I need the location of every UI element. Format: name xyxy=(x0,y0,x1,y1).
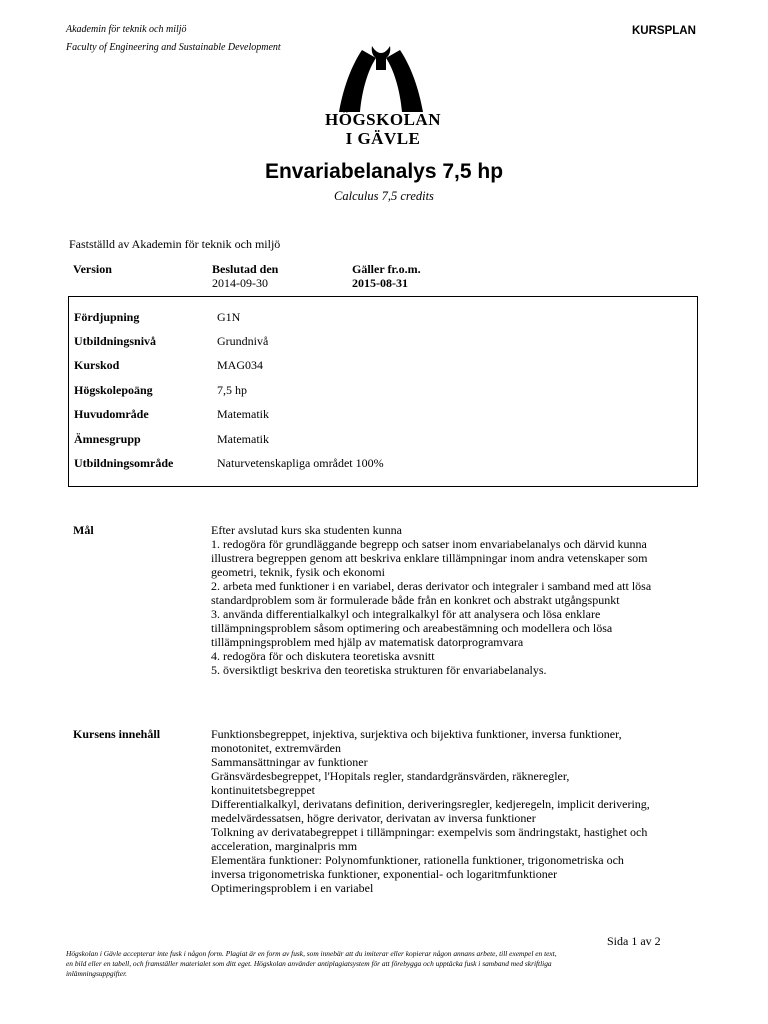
info-value: 7,5 hp xyxy=(217,383,247,397)
course-title: Envariabelanalys 7,5 hp xyxy=(264,160,504,183)
content-text xyxy=(211,727,701,895)
info-value: Matematik xyxy=(217,407,269,421)
goals-label: Mål xyxy=(73,523,94,537)
hogskolan-i-gavle-logo-icon xyxy=(336,46,426,114)
info-label: Kurskod xyxy=(74,358,120,372)
decided-date: 2014-09-30 xyxy=(212,276,268,290)
goals-text xyxy=(211,523,701,677)
goals-line: standardproblem som är formulerade både från en konkret och abstrakt utgångspunkt xyxy=(211,593,620,607)
org-name-swedish: Akademin för teknik och miljö xyxy=(66,24,187,35)
content-line: Elementära funktioner: Polynomfunktioner, rationella funktioner, trigonometriska och xyxy=(211,853,624,867)
content-line: inversa trigonometriska funktioner, exponential- och logaritmfunktioner xyxy=(211,867,558,881)
content-line: Optimeringsproblem i en variabel xyxy=(211,881,374,895)
content-line: Differentialkalkyl, derivatans definition, deriveringsregler, kedjeregeln, implicit derivering, xyxy=(211,797,650,811)
content-line: acceleration, marginalpris mm xyxy=(211,839,358,853)
content-line: kontinuitetsbegreppet xyxy=(211,783,315,797)
content-line: medelvärdessatsen, högre derivator, derivatan av inversa funktioner xyxy=(211,811,536,825)
info-value: Grundnivå xyxy=(217,334,269,348)
content-line: monotonitet, extremvärden xyxy=(211,741,341,755)
goals-line: 5. översiktligt beskriva den teoretiska strukturen för envariabelanalys. xyxy=(211,663,547,677)
org-name-english: Faculty of Engineering and Sustainable Development xyxy=(66,42,281,53)
footer-line: Högskolan i Gävle accepterar inte fusk i någon form. Plagiat är en form av fusk, som innebär att du imiterar eller kopierar någon annans arbete, till exempel en text, xyxy=(66,949,557,958)
info-value: Matematik xyxy=(217,432,269,446)
course-subtitle: Calculus 7,5 credits xyxy=(334,189,434,203)
goals-line: 1. redogöra för grundläggande begrepp och satser inom envariabelanalys och därvid kunna xyxy=(211,537,647,551)
document-type: KURSPLAN xyxy=(632,25,696,37)
info-label: Huvudområde xyxy=(74,407,149,421)
goals-line: tillämpningsproblem såsom optimering och areabestämning och modellera och lösa xyxy=(211,621,613,635)
content-line: Sammansättningar av funktioner xyxy=(211,755,368,769)
goals-line: 3. använda differentialkalkyl och integralkalkyl för att analysera och lösa enklare xyxy=(211,607,601,621)
goals-line: 4. redogöra för och diskutera teoretiska avsnitt xyxy=(211,649,435,663)
valid-from-date: 2015-08-31 xyxy=(352,276,408,290)
info-value: Naturvetenskapliga området 100% xyxy=(217,456,384,470)
footer-line: inlämningsuppgifter. xyxy=(66,969,127,978)
page-number: Sida 1 av 2 xyxy=(607,934,661,948)
decided-label: Beslutad den xyxy=(212,262,279,276)
info-label: Högskolepoäng xyxy=(74,383,153,397)
goals-line: 2. arbeta med funktioner i en variabel, deras derivator och integraler i samband med att lösa xyxy=(211,579,652,593)
version-label: Version xyxy=(73,262,112,276)
content-line: Tolkning av derivatabegreppet i tillämpningar: exempelvis som ändringstakt, hastighet och xyxy=(211,825,648,839)
goals-line: illustrera begreppen genom att beskriva enklare tillämpningar inom andra vetenskaper som xyxy=(211,551,648,565)
logo-text-line2: I GÄVLE xyxy=(345,129,421,148)
approved-by: Fastställd av Akademin för teknik och miljö xyxy=(69,237,281,251)
goals-line: tillämpningsproblem med hjälp av matematisk datorprogramvara xyxy=(211,635,524,649)
logo-text-line1: HÖGSKOLAN xyxy=(325,110,441,129)
info-value: MAG034 xyxy=(217,358,264,372)
content-line: Funktionsbegreppet, injektiva, surjektiva och bijektiva funktioner, inversa funktioner, xyxy=(211,727,622,741)
info-value: G1N xyxy=(217,310,241,324)
info-label: Utbildningsområde xyxy=(74,456,174,470)
goals-line: geometri, teknik, fysik och ekonomi xyxy=(211,565,385,579)
footer-line: en bild eller en tabell, och framställer materialet som ditt eget. Högskolan använder antiplagiatsystem för att förebygga och upptäcka fusk i samband med skriftliga xyxy=(66,959,552,968)
goals-line: Efter avslutad kurs ska studenten kunna xyxy=(211,523,402,537)
plagiarism-footer xyxy=(66,949,706,979)
info-label: Fördjupning xyxy=(74,310,140,324)
info-label: Utbildningsnivå xyxy=(74,334,157,348)
info-label: Ämnesgrupp xyxy=(74,432,141,446)
content-line: Gränsvärdesbegreppet, l'Hopitals regler, standardgränsvärden, räkneregler, xyxy=(211,769,570,783)
valid-from-label: Gäller fr.o.m. xyxy=(352,262,421,276)
content-label: Kursens innehåll xyxy=(73,727,161,741)
